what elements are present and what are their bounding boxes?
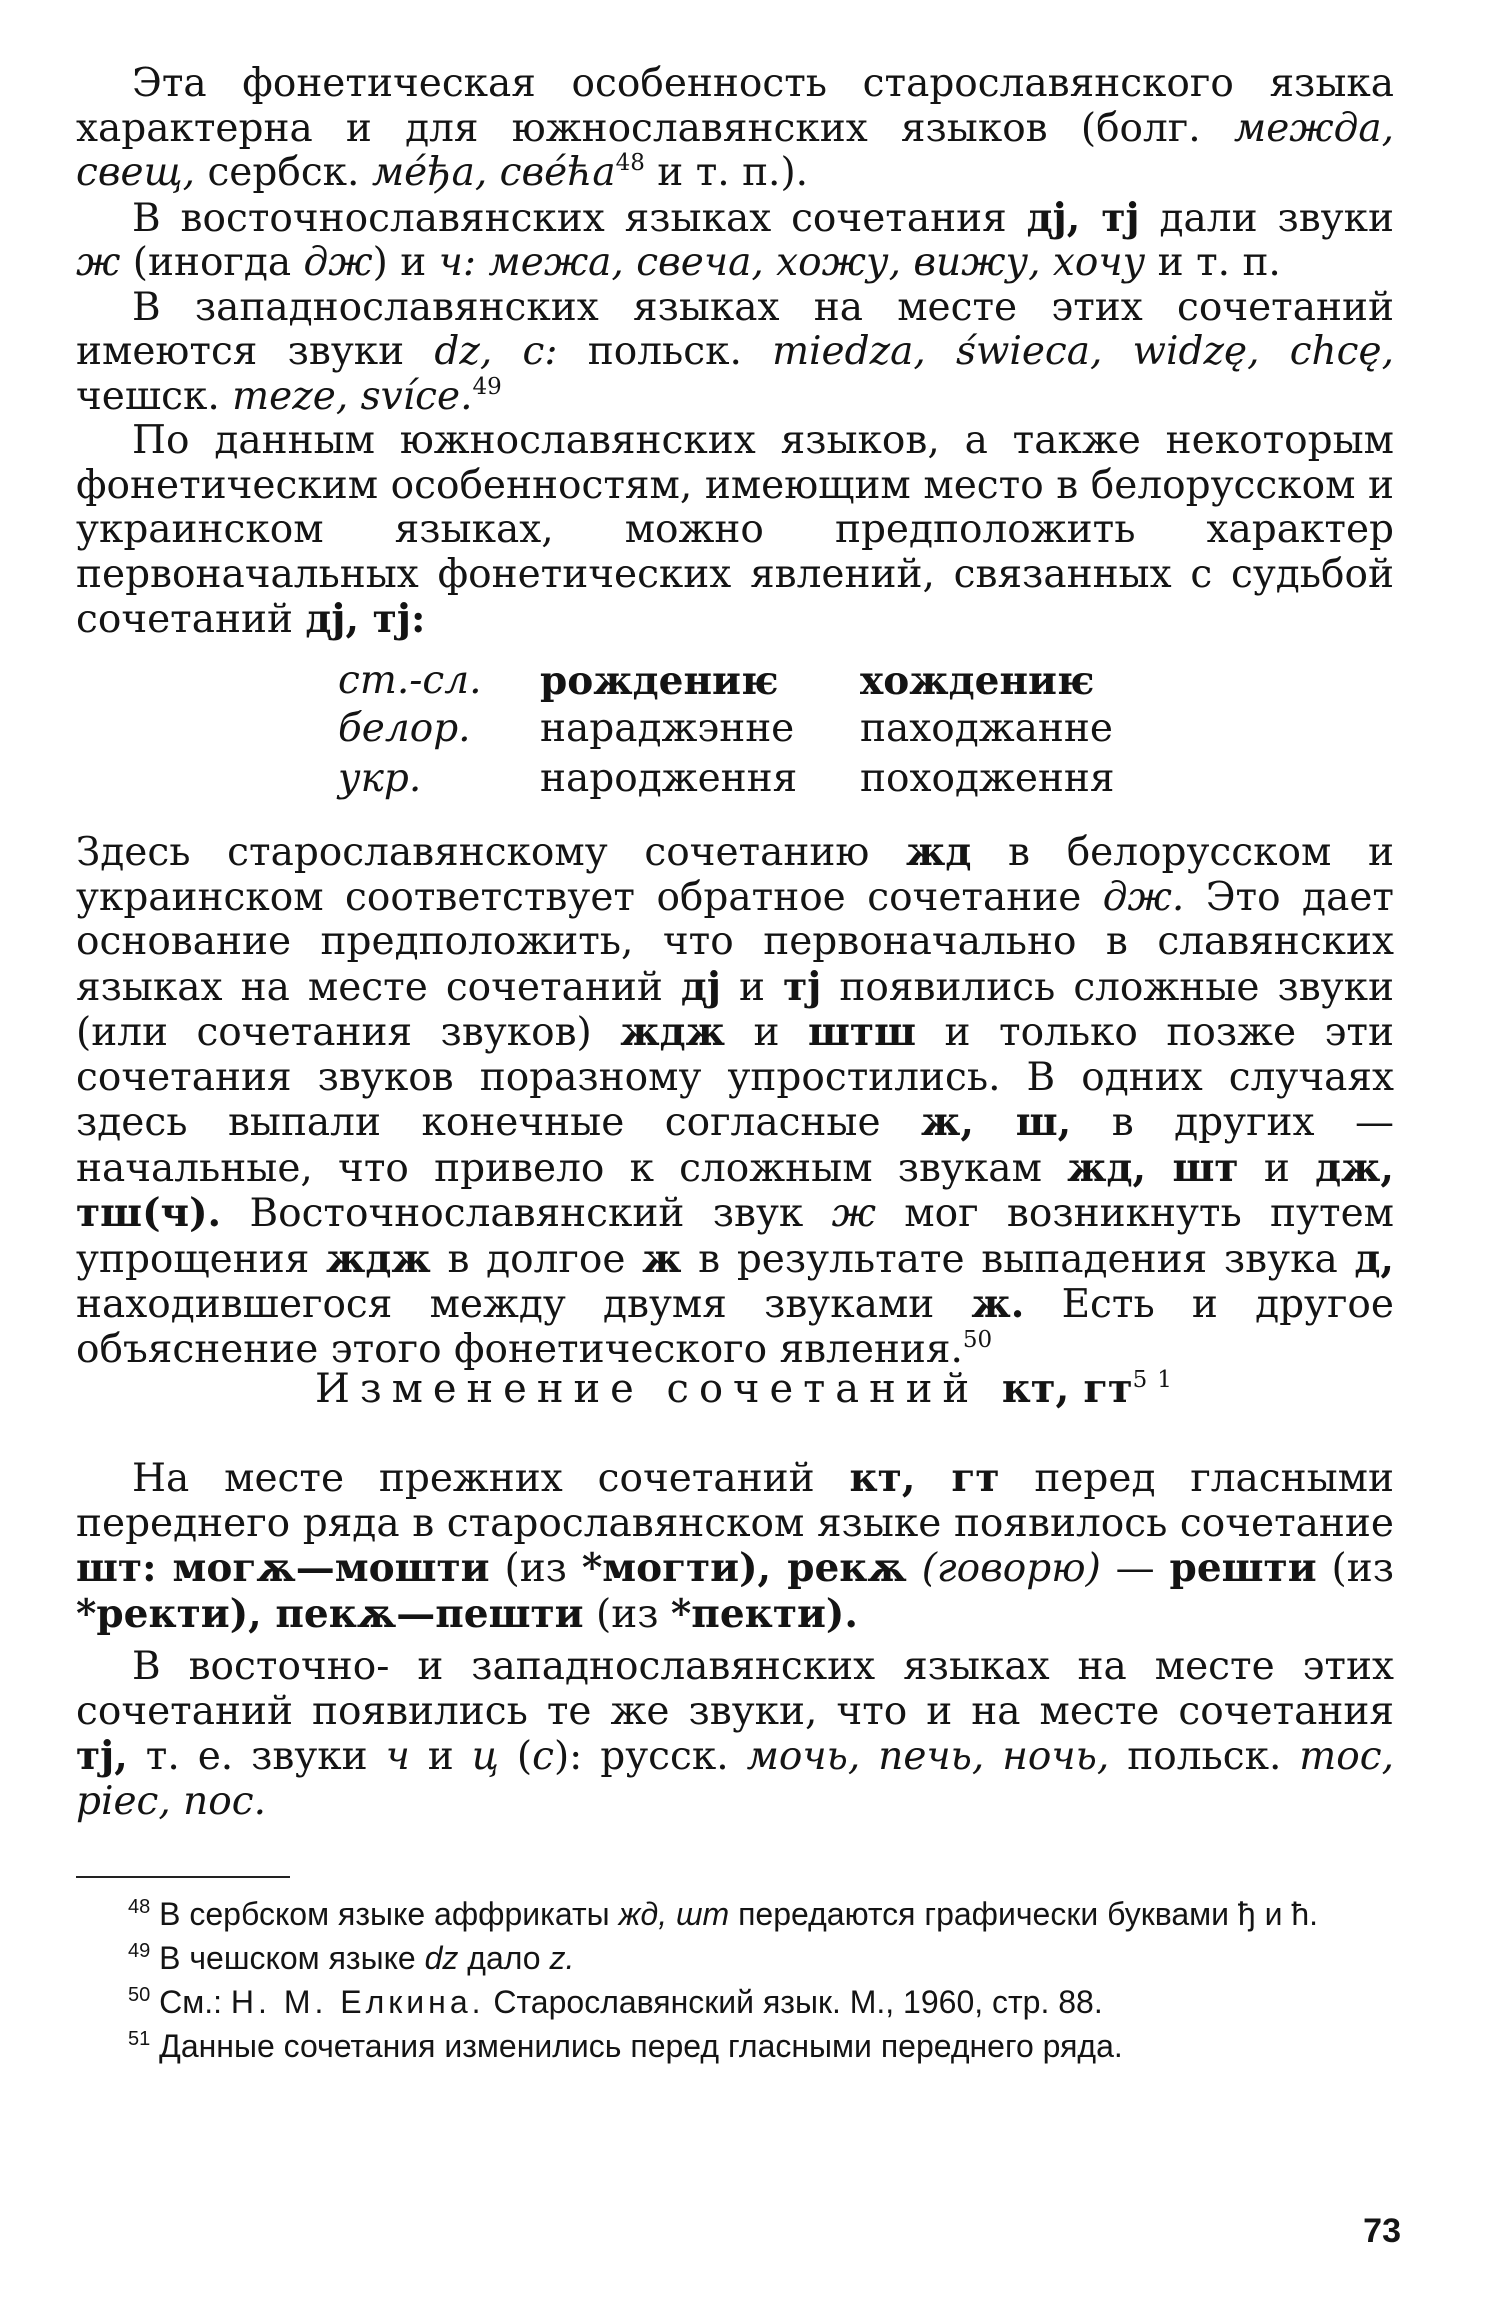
footnote-ref-50[interactable]: 50 xyxy=(962,1326,993,1353)
paragraph-7: В восточно- и западнославянских языках на месте этих сочетаний появились те же звуки, что и на месте сочетания тј, т. е. звуки ч и ц (c): русск. мочь, печь, ночь, польск. moc, piec, noc. xyxy=(76,1644,1394,1824)
footnote-51: $^{51}$ Данные сочетания изменились перед гласными переднего ряда. xyxy=(128,2028,1123,2064)
body-text-bottom xyxy=(76,1456,1394,1824)
footnote-49: $^{49}$ В чешском языке dz дало z. xyxy=(128,1940,575,1976)
paragraph-6: На месте прежних сочетаний кт, гт перед гласными переднего ряда в старославянском языке появилось сочетание шт: могѫ—мошти (из *могти), рекѫ (говорю) — решти (из *ректи), пекѫ—пешти (из *пекти). xyxy=(76,1455,1395,1637)
table-word: народження xyxy=(540,756,798,801)
footnote-ref-51[interactable]: 51 xyxy=(1132,1367,1182,1393)
paragraph-5: Здесь старославянскому сочетанию жд в белорусском и украинском соответствует обратное сочетание дж. Это дает основание предположить, что первоначально в славянских языках на месте сочетаний дј и тј появились сложные звуки (или сочетания звуков) ждж и штш и только позже эти сочетания звуков поразному упростились. В одних случаях здесь выпали конечные согласные ж, ш, в других — начальные, что привело к сложным звукам жд, шт и дж, тш(ч). Восточнославянский звук ж мог возникнуть путем упрощения ждж в долгое ж в результате выпадения звука д, находившегося между двумя звуками ж. Есть и другое объяснение этого фонетического явления.$^{50}$ xyxy=(76,829,1395,1372)
footnotes xyxy=(76,1892,1394,2068)
table-word: походження xyxy=(860,756,1115,801)
footnote-ref-49[interactable]: 49 xyxy=(472,373,502,400)
paragraph-3: В западнославянских языках на месте этих сочетаний имеются звуки dz, c: польск. miedza, świeca, widzę, chcę, чешск. meze, svíce.$^{49}$ xyxy=(76,284,1394,419)
table-lang: укр. xyxy=(338,756,422,801)
table-word: рождениѥ xyxy=(540,658,779,704)
table-word: паходжанне xyxy=(860,706,1113,751)
footnote-divider xyxy=(76,1876,290,1878)
table-lang: ст.-сл. xyxy=(338,658,482,703)
footnote-50: $^{50}$ См.: Н. М. Елкина. Старославянский язык. М., 1960, стр. 88. xyxy=(128,1984,1103,2020)
section-heading: Изменение сочетаний кт, $гт^{51}$ xyxy=(315,1365,1182,1412)
page-number: 73 xyxy=(1363,2212,1401,2250)
paragraph-1: Эта фонетическая особенность старославянского языка характерна и для южнославянских языков (болг. междa, свещ, сербск. мéђа, свéћа$^{48}$ и т. п.). xyxy=(76,61,1394,195)
body-text-top xyxy=(76,62,1394,643)
footnote-48: $^{48}$ В сербском языке аффрикаты жд, шт передаются графически буквами ђ и ћ. xyxy=(128,1896,1319,1932)
body-text-middle xyxy=(76,830,1394,1372)
table-lang: белор. xyxy=(338,706,471,751)
footnote-ref-48[interactable]: 48 xyxy=(615,150,645,176)
paragraph-4: По данным южнославянских языков, а также некоторым фонетическим особенностям, имеющим место в белорусском и украинском языках, можно предположить характер первоначальных фонетических явлений, связанных с судьбой сочетаний дј, тј: xyxy=(76,418,1394,642)
paragraph-2: В восточнославянских языках сочетания дј, тј дали звуки ж (иногда дж) и ч: межа, свеча, хожу, вижу, хочу и т. п. xyxy=(76,194,1395,285)
table-word: нараджэнне xyxy=(540,706,795,751)
table-word: хождениѥ xyxy=(860,658,1095,704)
